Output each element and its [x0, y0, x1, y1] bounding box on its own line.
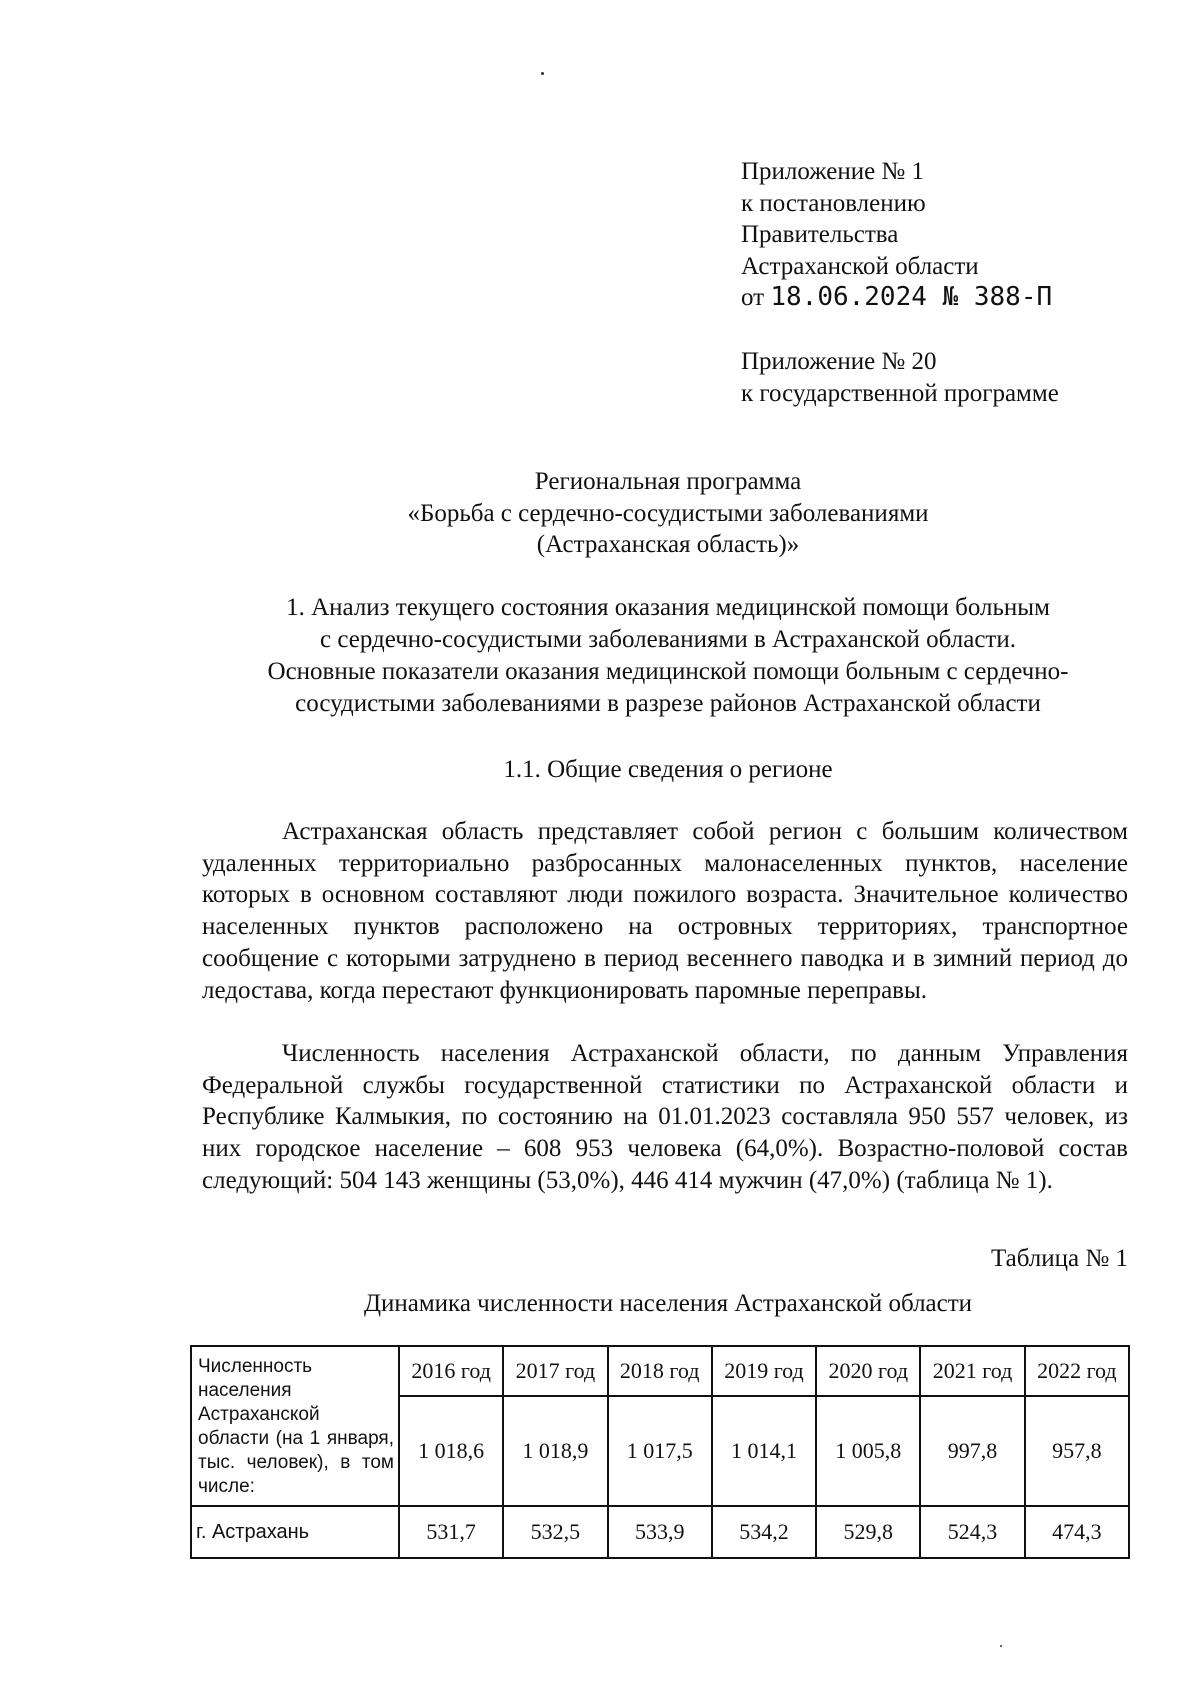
table-row	[191, 1506, 1129, 1558]
value-cell: 534,2	[712, 1506, 816, 1558]
year-header-cell: 2017 год	[503, 1346, 607, 1396]
table-label: Таблица № 1	[990, 1245, 1128, 1272]
appendix-20-line2: к государственной программе	[741, 379, 1059, 407]
value-cell: 474,3	[1025, 1506, 1129, 1558]
section-heading-line4: сосудистыми заболеваниями в разрезе районов Астраханской области	[295, 690, 1041, 717]
program-title-line1: Региональная программа	[534, 468, 802, 495]
year-header-cell: 2016 год	[399, 1346, 503, 1396]
value-cell: 1 018,9	[503, 1396, 607, 1506]
appendix-20-header	[741, 346, 1059, 409]
program-title	[200, 466, 1136, 561]
value-cell: 533,9	[608, 1506, 712, 1558]
population-table	[190, 1345, 1130, 1559]
value-cell: 997,8	[920, 1396, 1024, 1506]
value-cell: 1 018,6	[399, 1396, 503, 1506]
year-header-cell: 2020 год	[816, 1346, 920, 1396]
program-title-line3: (Астраханская область)»	[536, 531, 800, 558]
section-heading-line2: с сердечно-сосудистыми заболеваниями в Астраханской области.	[320, 626, 1016, 653]
appendix-1-line1: Приложение № 1	[741, 158, 925, 185]
appendix-1-line2: к постановлению	[741, 189, 926, 217]
value-cell: 1 005,8	[816, 1396, 920, 1506]
section-heading-line1: 1. Анализ текущего состояния оказания медицинской помощи больным	[286, 594, 1050, 621]
value-cell: 529,8	[816, 1506, 920, 1558]
value-cell: 532,5	[503, 1506, 607, 1558]
appendix-20-line1: Приложение № 20	[741, 348, 937, 375]
section-heading	[200, 592, 1136, 720]
value-cell: 1 017,5	[608, 1396, 712, 1506]
value-cell: 1 014,1	[712, 1396, 816, 1506]
scan-speck	[541, 72, 544, 75]
year-header-cell: 2022 год	[1025, 1346, 1129, 1396]
table-header-row	[191, 1346, 1129, 1396]
appendix-1-line3: Правительства	[741, 221, 899, 248]
row1-label-cell: Численность населения Астраханской области (на 1 января, тыс. человек), в том числе:	[191, 1346, 399, 1506]
scan-speck	[1000, 1645, 1002, 1647]
year-header-cell: 2018 год	[608, 1346, 712, 1396]
year-header-cell: 2021 год	[920, 1346, 1024, 1396]
date-prefix: от	[741, 284, 765, 311]
body-paragraph-2	[202, 1038, 1128, 1197]
appendix-1-date-line	[741, 282, 1052, 314]
paragraph-text: Астраханская область представляет собой регион с большим количеством удаленных территориально разбросанных малонаселенных пунктов, население которых в основном составляют люди пожилого возраста. Значительное количество населенных пунктов расположено на островных территориях, транспортное сообщение с которыми затруднено в период весеннего паводка и в зимний период до ледостава, когда перестают функционировать паромные переправы.	[202, 818, 1128, 1004]
value-cell: 957,8	[1025, 1396, 1129, 1506]
year-header-cell: 2019 год	[712, 1346, 816, 1396]
paragraph-text: Численность населения Астраханской области, по данным Управления Федеральной службы государственной статистики по Астраханской области и Республике Калмыкия, по состоянию на 01.01.2023 составляла 950 557 человек, из них городское население – 608 953 человека (64,0%). Возрастно-половой состав следующий: 504 143 женщины (53,0%), 446 414 мужчин (47,0%) (таблица № 1).	[202, 1040, 1128, 1194]
section-heading-line3: Основные показатели оказания медицинской помощи больным с сердечно-	[267, 658, 1069, 685]
value-cell: 531,7	[399, 1506, 503, 1558]
program-title-line2: «Борьба с сердечно-сосудистыми заболеваниями	[407, 499, 929, 527]
value-cell: 524,3	[920, 1506, 1024, 1558]
appendix-1-line4: Астраханской области	[741, 252, 979, 280]
appendix-1-header	[741, 156, 1052, 314]
subsection-heading: 1.1. Общие сведения о регионе	[503, 756, 833, 783]
body-paragraph-1	[202, 816, 1128, 1006]
date-stamp: 18.06.2024 № 388-П	[770, 282, 1053, 312]
row2-label-cell: г. Астрахань	[191, 1506, 399, 1558]
table-caption: Динамика численности населения Астраханской области	[363, 1290, 973, 1317]
